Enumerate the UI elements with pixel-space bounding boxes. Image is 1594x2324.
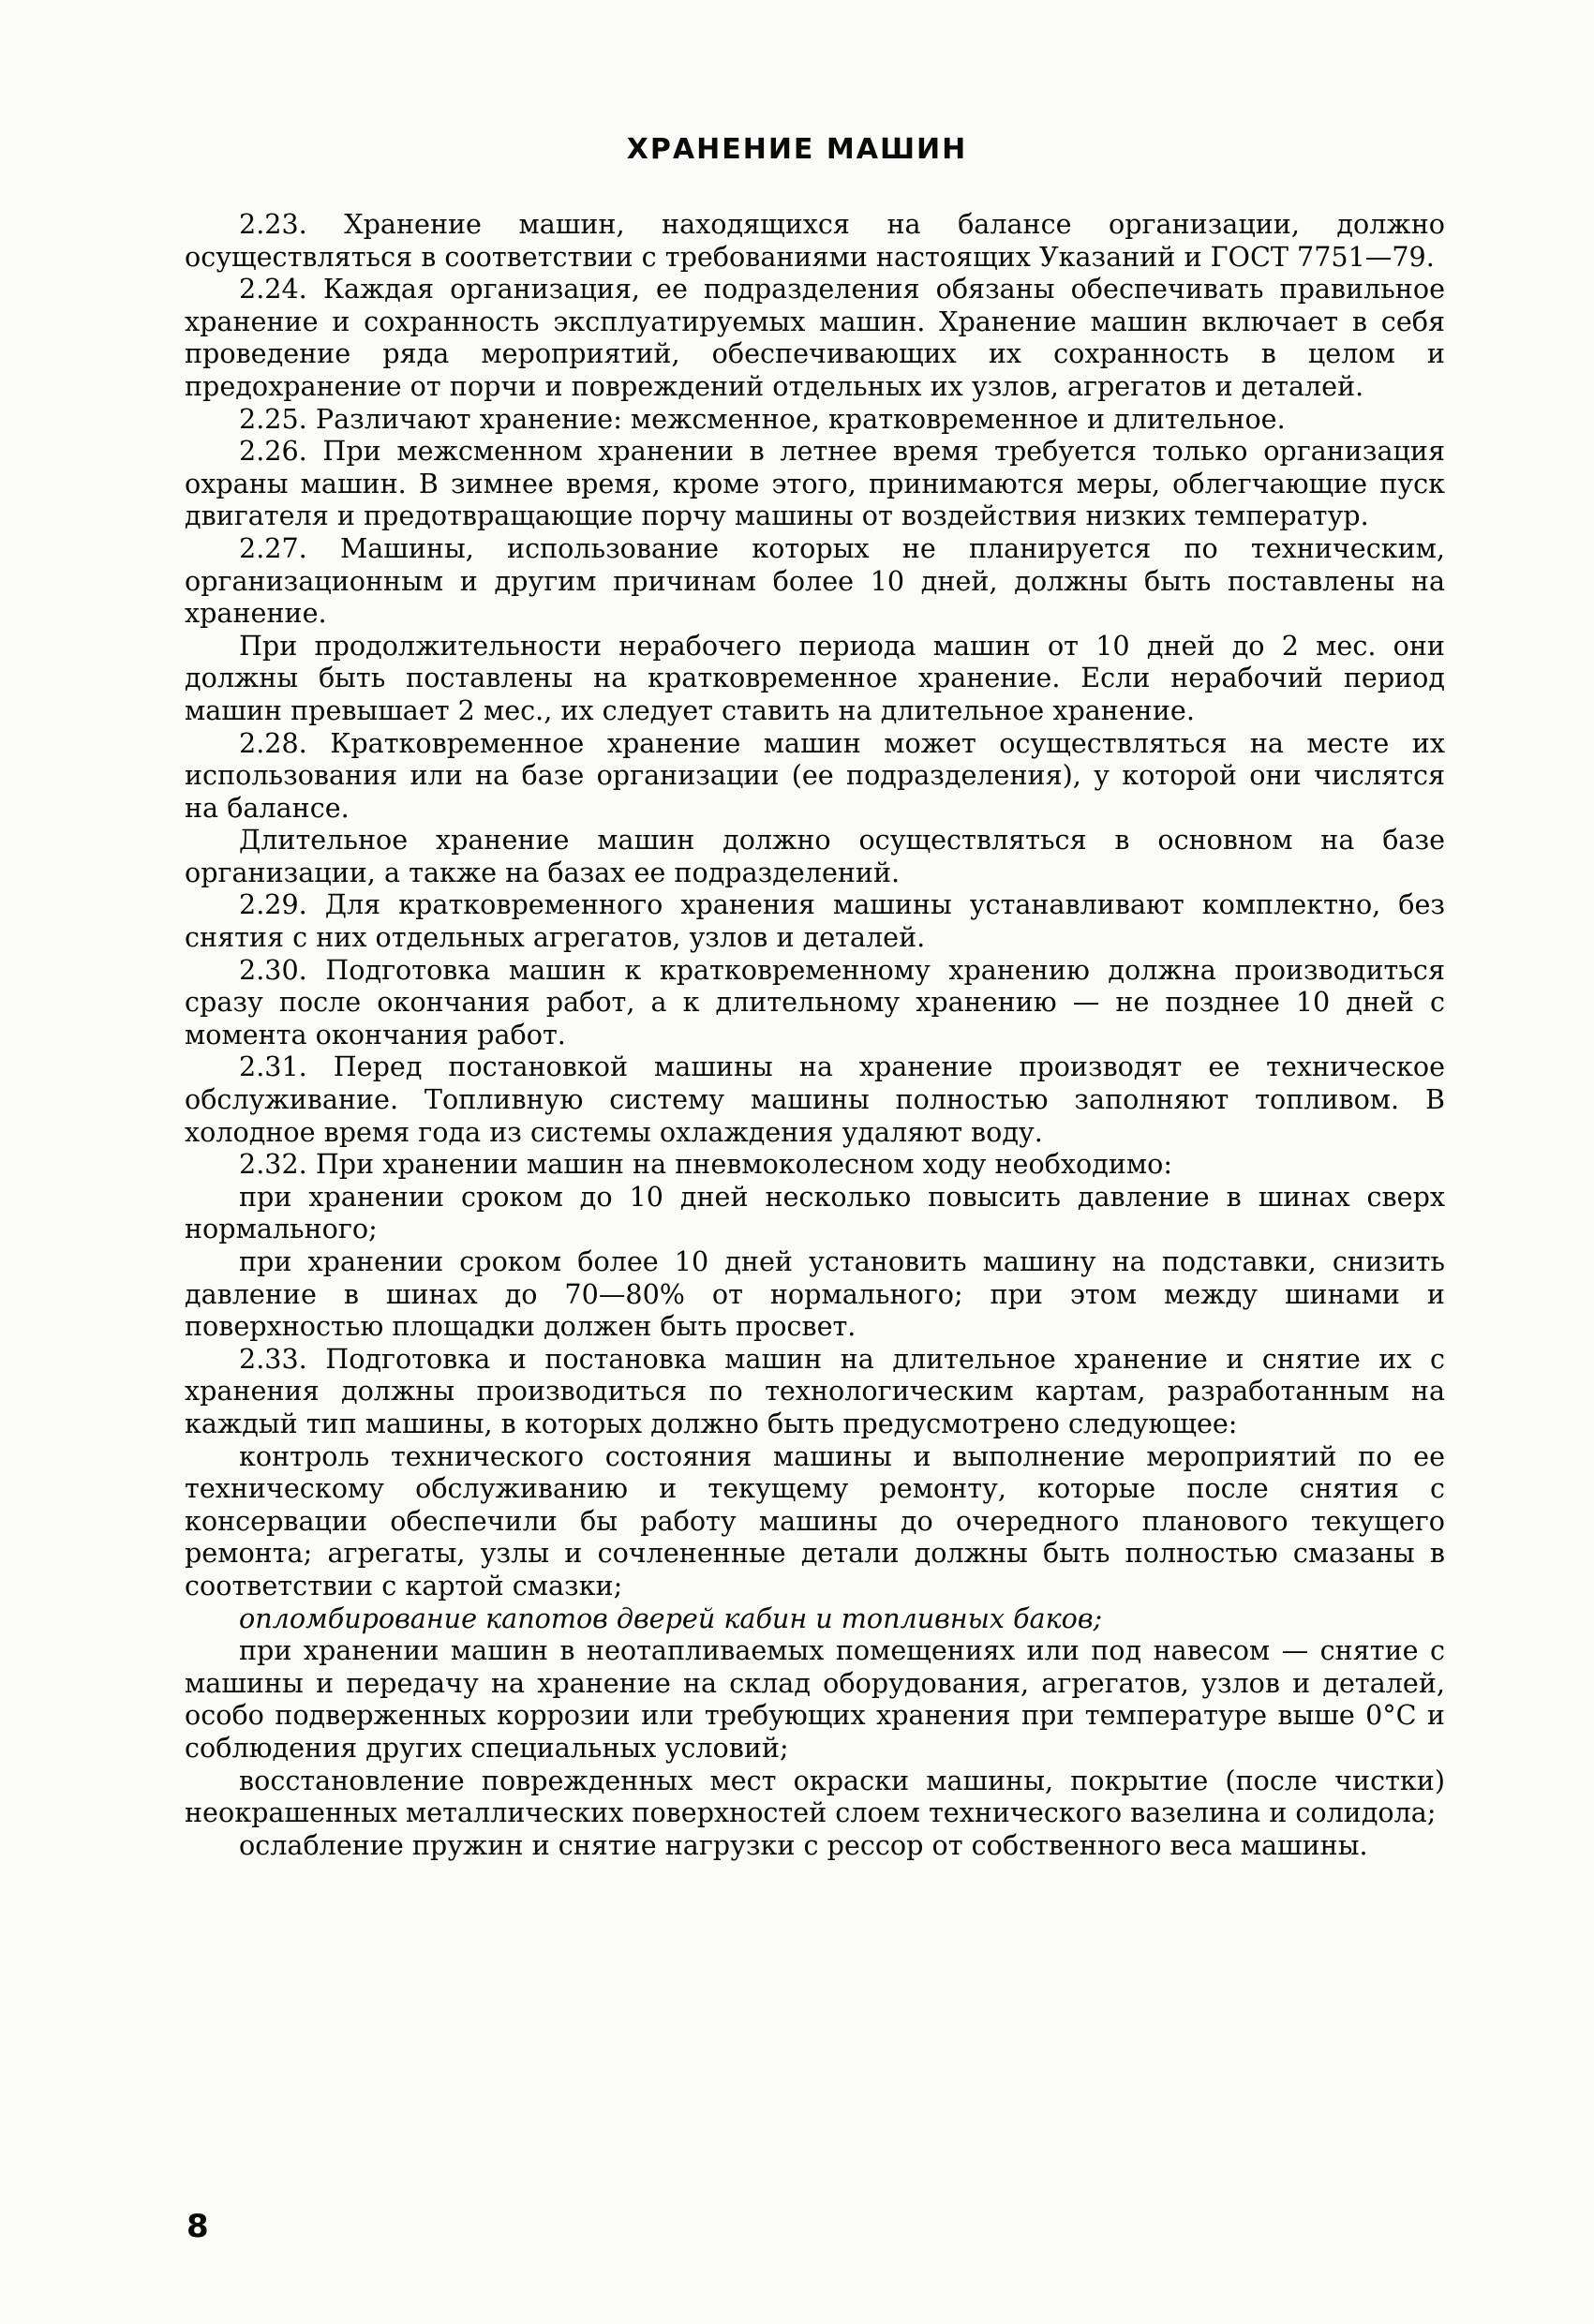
paragraph-2-29: 2.29. Для кратковременного хранения машины устанавливают комплектно, без снятия с них отдельных агрегатов, узлов и деталей.: [185, 888, 1445, 954]
paragraph-2-27: 2.27. Машины, использование которых не планируется по техническим, организационным и другим причинам более 10 дней, должны быть поставлены на хранение.: [185, 531, 1445, 630]
paragraph-2-25: 2.25. Различают хранение: межсменное, кратковременное и длительное.: [239, 402, 1286, 435]
list-item-2-32-b: при хранении сроком более 10 дней установить машину на подставки, снизить давление в шинах до 70—80% от нормального; при этом между шинами и поверхностью площадки должен быть просвет.: [185, 1245, 1445, 1343]
page-title: ХРАНЕНИЕ МАШИН: [626, 133, 968, 166]
list-item-2-33-e: ослабление пружин и снятие нагрузки с рессор от собственного веса машины.: [239, 1828, 1368, 1861]
paragraph-2-31: 2.31. Перед постановкой машины на хранение производят ее техническое обслуживание. Топливную систему машины полностью заполняют топливом. В холодное время года из системы охлаждения удаляют воду.: [185, 1050, 1445, 1148]
paragraph-2-30: 2.30. Подготовка машин к кратковременному хранению должна производиться сразу после окончания работ, а к длительному хранению — не позднее 10 дней с момента окончания работ.: [185, 953, 1445, 1050]
list-item-2-32-a: при хранении сроком до 10 дней несколько повысить давление в шинах сверх нормального;: [185, 1180, 1445, 1245]
paragraph-2-27-cont: При продолжительности нерабочего периода машин от 10 дней до 2 мес. они должны быть поставлены на кратковременное хранение. Если нерабочий период машин превышает 2 мес., их следует ставить на длительное хранение.: [185, 629, 1445, 726]
list-item-2-33-b: опломбирование капотов дверей кабин и топливных баков;: [239, 1601, 1103, 1634]
paragraph-2-28-cont: Длительное хранение машин должно осуществляться в основном на базе организации, а также на базах ее подразделений.: [185, 824, 1445, 888]
paragraph-2-28: 2.28. Кратковременное хранение машин может осуществляться на месте их использования или на базе организации (ее подразделения), у которой они числятся на балансе.: [185, 726, 1445, 824]
list-item-2-33-c: при хранении машин в неотапливаемых помещениях или под навесом — снятие с машины и передачу на хранение на склад оборудования, агрегатов, узлов и деталей, особо подверженных коррозии или требующих хранения при температуре выше 0°С и соблюдения других специальных условий;: [185, 1634, 1445, 1764]
paragraph-2-23: 2.23. Хранение машин, находящихся на балансе организации, должно осуществляться в соответствии с требованиями настоящих Указаний и ГОСТ 7751—79.: [185, 208, 1445, 273]
paragraph-2-33: 2.33. Подготовка и постановка машин на длительное хранение и снятие их с хранения должны производиться по технологическим картам, разработанным на каждый тип машины, в которых должно быть предусмотрено следующее:: [185, 1342, 1445, 1439]
list-item-2-33-d: восстановление поврежденных мест окраски машины, покрытие (после чистки) неокрашенных металлических поверхностей слоем технического вазелина и солидола;: [185, 1764, 1445, 1829]
paragraph-2-32: 2.32. При хранении машин на пневмоколесном ходу необходимо:: [239, 1148, 1172, 1181]
paragraph-2-26: 2.26. При межсменном хранении в летнее время требуется только организация охраны машин. В зимнее время, кроме этого, принимаются меры, облегчающие пуск двигателя и предотвращающие порчу машины от воздействия низких температур.: [185, 435, 1445, 532]
list-item-2-33-a: контроль технического состояния машины и выполнение мероприятий по ее техническому обслуживанию и текущему ремонту, которые после снятия с консервации обеспечили бы работу машины до очередного планового текущего ремонта; агрегаты, узлы и сочлененные детали должны быть полностью смазаны в соответствии с картой смазки;: [185, 1439, 1445, 1601]
page-number: 8: [186, 2208, 209, 2245]
paragraph-2-24: 2.24. Каждая организация, ее подразделения обязаны обеспечивать правильное хранение и сохранность эксплуатируемых машин. Хранение машин включает в себя проведение ряда мероприятий, обеспечивающих их сохранность в целом и предохранение от порчи и повреждений отдельных их узлов, агрегатов и деталей.: [185, 273, 1445, 402]
body-text: [185, 208, 1445, 1861]
